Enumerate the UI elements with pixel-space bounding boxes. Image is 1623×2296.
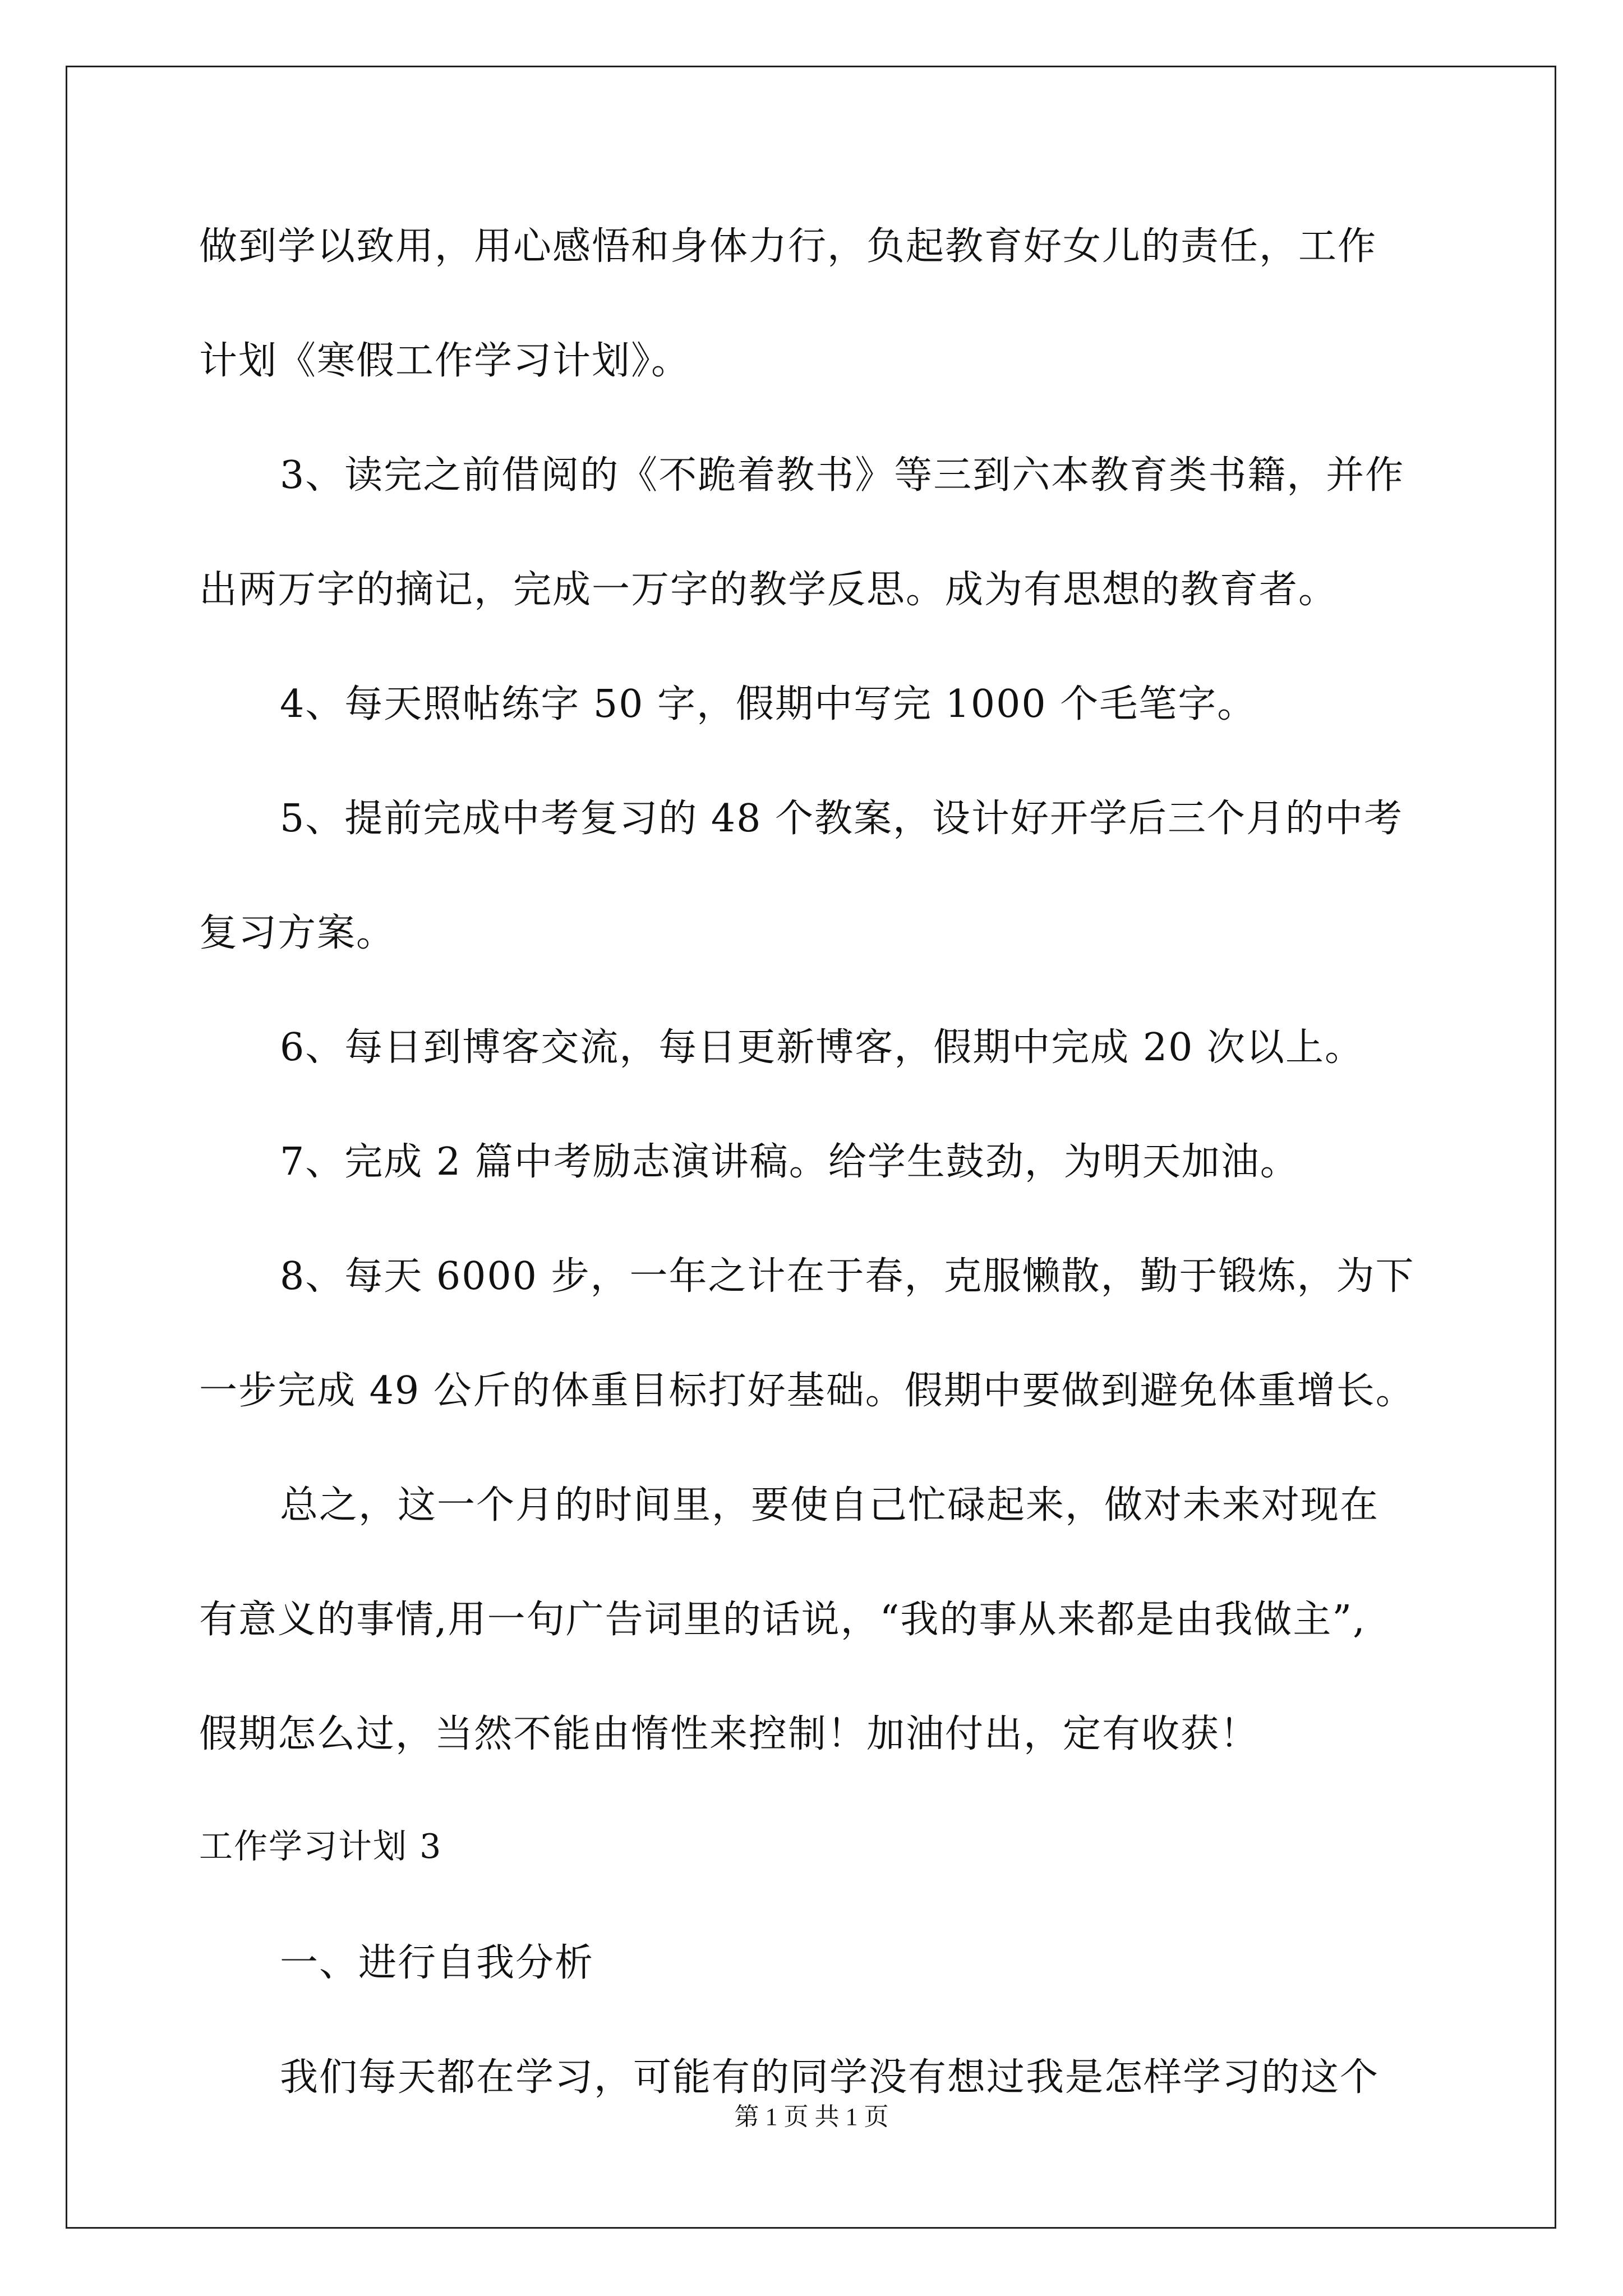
list-item-4: 4、每天照帖练字 50 字，假期中写完 1000 个毛笔字。 [280, 682, 1257, 726]
list-item-6: 6、每日到博客交流，每日更新博客，假期中完成 20 次以上。 [280, 1025, 1364, 1070]
list-item-3: 3、读完之前借阅的《不跪着教书》等三到六本教育类书籍，并作 [280, 453, 1405, 498]
body-line: 出两万字的摘记，完成一万字的教学反思。成为有思想的教育者。 [199, 568, 1338, 612]
body-line: 复习方案。 [199, 911, 396, 955]
body-line: 我们每天都在学习，可能有的同学没有想过我是怎样学习的这个 [280, 2055, 1380, 2100]
summary-paragraph: 总之，这一个月的时间里，要使自己忙碌起来，做对未来对现在 [280, 1483, 1380, 1527]
body-line: 做到学以致用，用心感悟和身体力行，负起教育好女儿的责任，工作 [199, 224, 1377, 269]
list-item-8: 8、每天 6000 步，一年之计在于春，克服懒散，勤于锻炼，为下 [280, 1254, 1415, 1299]
list-item-5: 5、提前完成中考复习的 48 个教案，设计好开学后三个月的中考 [280, 797, 1404, 841]
section-heading: 工作学习计划 3 [199, 1827, 442, 1866]
body-line: 计划《寒假工作学习计划》。 [199, 339, 691, 383]
body-line: 有意义的事情,用一句广告词里的话说，“我的事从来都是由我做主”, [199, 1598, 1366, 1642]
body-line: 一步完成 49 公斤的体重目标打好基础。假期中要做到避免体重增长。 [199, 1369, 1415, 1413]
page-footer: 第 1 页 共 1 页 [734, 2103, 889, 2131]
subsection-heading: 一、进行自我分析 [280, 1941, 594, 1985]
body-line: 假期怎么过，当然不能由惰性来控制！加油付出，定有收获！ [199, 1712, 1260, 1756]
list-item-7: 7、完成 2 篇中考励志演讲稿。给学生鼓劲，为明天加油。 [280, 1140, 1299, 1184]
